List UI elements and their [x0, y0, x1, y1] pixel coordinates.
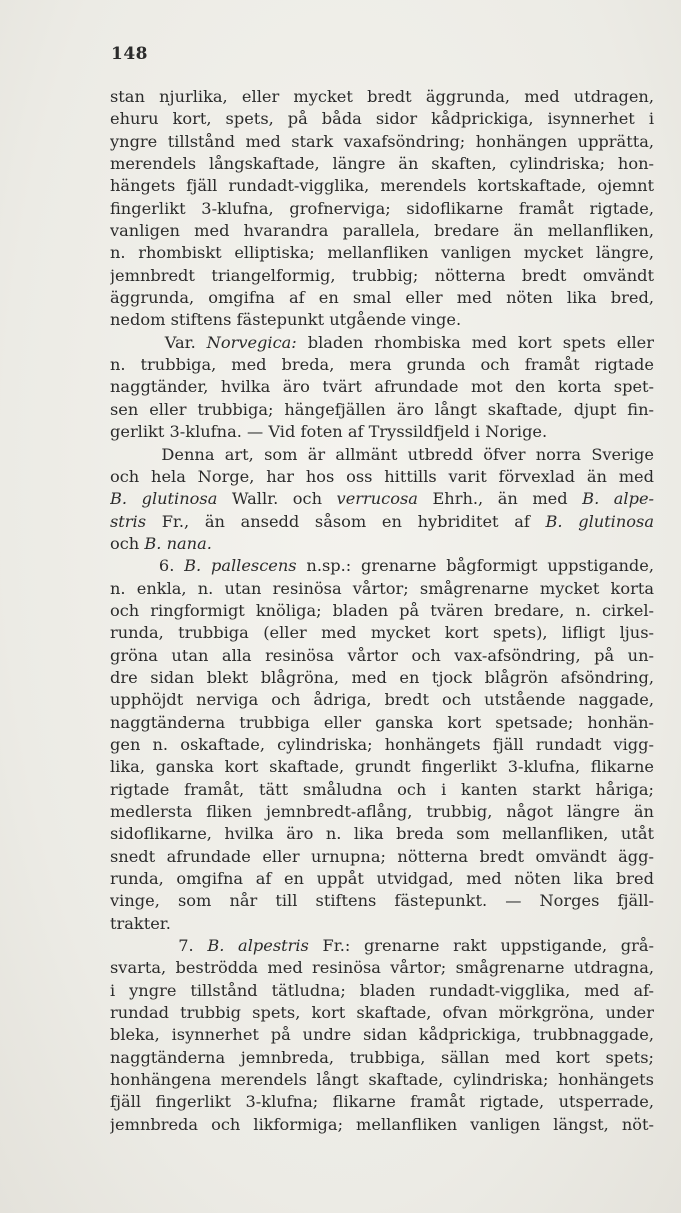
text-line — [110, 1024, 654, 1046]
text-segment: fingerlikt 3-klufna, grofnerviga; sidoflikarne framåt rigtade, — [110, 198, 654, 218]
italic-text: B. glutinosa — [545, 511, 654, 531]
text-segment: dre sidan blekt blågröna, med en tjock blågrön afsöndring, — [110, 667, 654, 687]
text-segment: och — [110, 533, 145, 553]
text-segment: Fr.: grenarne rakt uppstigande, grå- — [308, 936, 654, 956]
text-line — [110, 399, 654, 421]
text-line — [110, 153, 654, 175]
text-segment: medlersta fliken jemnbredt-aflång, trubbig, något längre än — [110, 802, 654, 821]
text-segment: rundad trubbig spets, kort skaftade, ofvan mörkgröna, under — [110, 1003, 654, 1023]
text-segment: honhängena merendels långt skaftade, cylindriska; honhängets — [110, 1070, 654, 1090]
text-segment: upphöjdt nerviga och ådriga, bredt och utstående naggade, — [110, 690, 654, 710]
text-segment: sidoflikarne, hvilka äro n. lika breda som mellanfliken, utåt — [110, 824, 654, 844]
text-segment: och hela Norge, har hos oss hittills varit förvexlad än med — [110, 466, 654, 486]
italic-text: B. pallescens — [184, 556, 297, 576]
text-line — [110, 935, 654, 957]
text-segment: nedom stiftens fästepunkt utgående vinge. — [110, 310, 462, 330]
text-segment: merendels långskaftade, längre än skaften, cylindriska; hon- — [110, 154, 654, 174]
text-segment: stan njurlika, eller mycket bredt äggrunda, med utdragen, — [110, 87, 654, 106]
text-segment: n.sp.: grenarne bågformigt uppstigande, — [296, 556, 654, 576]
text-line — [110, 533, 654, 555]
text-line — [110, 645, 654, 667]
text-line — [110, 801, 654, 823]
text-line — [110, 868, 654, 890]
italic-text: stris — [110, 511, 147, 531]
text-segment: naggtänderna jemnbreda, trubbiga, sällan med kort spets; — [110, 1047, 654, 1067]
text-segment: 7. — [110, 936, 208, 956]
text-segment: bleka, isynnerhet på undre sidan kådprickiga, trubbnaggade, — [110, 1025, 654, 1045]
text-segment: n. enkla, n. utan resinösa vårtor; smågrenarne mycket korta — [110, 578, 654, 598]
text-segment: svarta, beströdda med resinösa vårtor; smågrenarne utdragna, — [110, 958, 654, 978]
text-line — [110, 376, 654, 398]
text-line — [110, 1002, 654, 1024]
text-body — [110, 86, 654, 1136]
text-line — [110, 131, 654, 153]
text-segment: ehuru kort, spets, på båda sidor kådprickiga, isynnerhet i — [110, 109, 654, 129]
text-line — [110, 220, 654, 242]
text-line — [110, 242, 654, 264]
text-line — [110, 1069, 654, 1091]
text-segment: gerlikt 3-klufna. — Vid foten af Tryssildfjeld i Norige. — [110, 422, 548, 442]
text-line — [110, 444, 654, 466]
text-line — [110, 600, 654, 622]
text-segment: Ehrh., än med — [417, 489, 583, 509]
italic-text: B. glutinosa — [110, 489, 218, 509]
text-line — [110, 578, 654, 600]
text-line — [110, 555, 654, 577]
italic-text: verrucosa — [336, 489, 418, 509]
text-line — [110, 957, 654, 979]
text-segment: gen n. oskaftade, cylindriska; honhängets fjäll rundadt vigg- — [110, 734, 654, 754]
text-segment: runda, omgifna af en uppåt utvidgad, med nöten lika bred — [110, 869, 654, 889]
text-line — [110, 1091, 654, 1113]
text-line — [110, 511, 654, 533]
text-line — [110, 846, 654, 868]
text-line — [110, 980, 654, 1002]
text-line — [110, 890, 654, 912]
text-line — [110, 287, 654, 309]
text-line — [110, 309, 654, 331]
text-segment: snedt afrundade eller urnupna; nötterna bredt omvändt ägg- — [110, 846, 654, 866]
text-segment: Wallr. och — [217, 489, 337, 509]
text-line — [110, 823, 654, 845]
text-line — [110, 488, 654, 510]
text-segment: 6. — [110, 556, 185, 576]
text-line — [110, 466, 654, 488]
text-segment: sen eller trubbiga; hängefjällen äro långt skaftade, djupt fin- — [110, 399, 654, 419]
text-segment: naggtänderna trubbiga eller ganska kort spetsade; honhän- — [110, 712, 654, 732]
text-segment: vinge, som når till stiftens fästepunkt. — Norges fjäll- — [110, 891, 654, 911]
text-segment: gröna utan alla resinösa vårtor och vax-afsöndring, på un- — [110, 645, 654, 665]
text-segment: jemnbreda och likformiga; mellanfliken vanligen längst, nöt- — [110, 1114, 654, 1134]
text-line — [110, 913, 654, 935]
text-segment: bladen rhombiska med kort spets eller — [296, 332, 654, 352]
text-line — [110, 354, 654, 376]
text-line — [110, 712, 654, 734]
text-line — [110, 332, 654, 354]
text-line — [110, 756, 654, 778]
text-segment: Denna art, som är allmänt utbredd öfver norra Sverige — [110, 444, 654, 464]
page-number: 148 — [111, 44, 148, 64]
text-segment: äggrunda, omgifna af en smal eller med nöten lika bred, — [110, 288, 654, 308]
italic-text: B. alpe- — [582, 489, 654, 509]
text-line — [110, 175, 654, 197]
text-line — [110, 421, 654, 443]
text-segment: rigtade framåt, tätt småludna och i kanten starkt håriga; — [110, 779, 654, 799]
text-line — [110, 86, 654, 108]
text-segment: yngre tillstånd med stark vaxafsöndring; honhängen upprätta, — [110, 131, 654, 151]
text-line — [110, 667, 654, 689]
italic-text: B. nana. — [144, 533, 212, 553]
text-line — [110, 779, 654, 801]
text-segment: Var. — [110, 332, 207, 352]
text-line — [110, 265, 654, 287]
text-line — [110, 689, 654, 711]
text-segment: trakter. — [110, 913, 171, 933]
text-segment: hängets fjäll rundadt-vigglika, merendels kortskaftade, ojemnt — [110, 176, 654, 196]
text-segment: n. rhombiskt elliptiska; mellanfliken vanligen mycket längre, — [110, 243, 654, 263]
text-line — [110, 622, 654, 644]
text-line — [110, 734, 654, 756]
italic-text: B. alpestris — [207, 936, 309, 956]
text-segment: jemnbredt triangelformig, trubbig; nötterna bredt omvändt — [110, 265, 654, 285]
text-line — [110, 198, 654, 220]
text-line — [110, 108, 654, 130]
text-segment: Fr., än ansedd såsom en hybriditet af — [146, 511, 546, 531]
text-segment: runda, trubbiga (eller med mycket kort spets), lifligt ljus- — [110, 623, 654, 643]
italic-text: Norvegica: — [206, 332, 297, 352]
text-segment: n. trubbiga, med breda, mera grunda och framåt rigtade — [110, 355, 654, 375]
text-segment: och ringformigt knöliga; bladen på tvären bredare, n. cirkel- — [110, 600, 654, 620]
text-line — [110, 1047, 654, 1069]
text-segment: lika, ganska kort skaftade, grundt fingerlikt 3-klufna, flikarne — [110, 757, 654, 777]
text-segment: i yngre tillstånd tätludna; bladen rundadt-vigglika, med af- — [110, 980, 654, 1000]
text-segment: vanligen med hvarandra parallela, bredare än mellanfliken, — [110, 221, 654, 241]
text-segment: fjäll fingerlikt 3-klufna; flikarne framåt rigtade, utsperrade, — [110, 1092, 654, 1112]
text-segment: naggtänder, hvilka äro tvärt afrundade mot den korta spet- — [110, 377, 654, 397]
text-line — [110, 1114, 654, 1136]
